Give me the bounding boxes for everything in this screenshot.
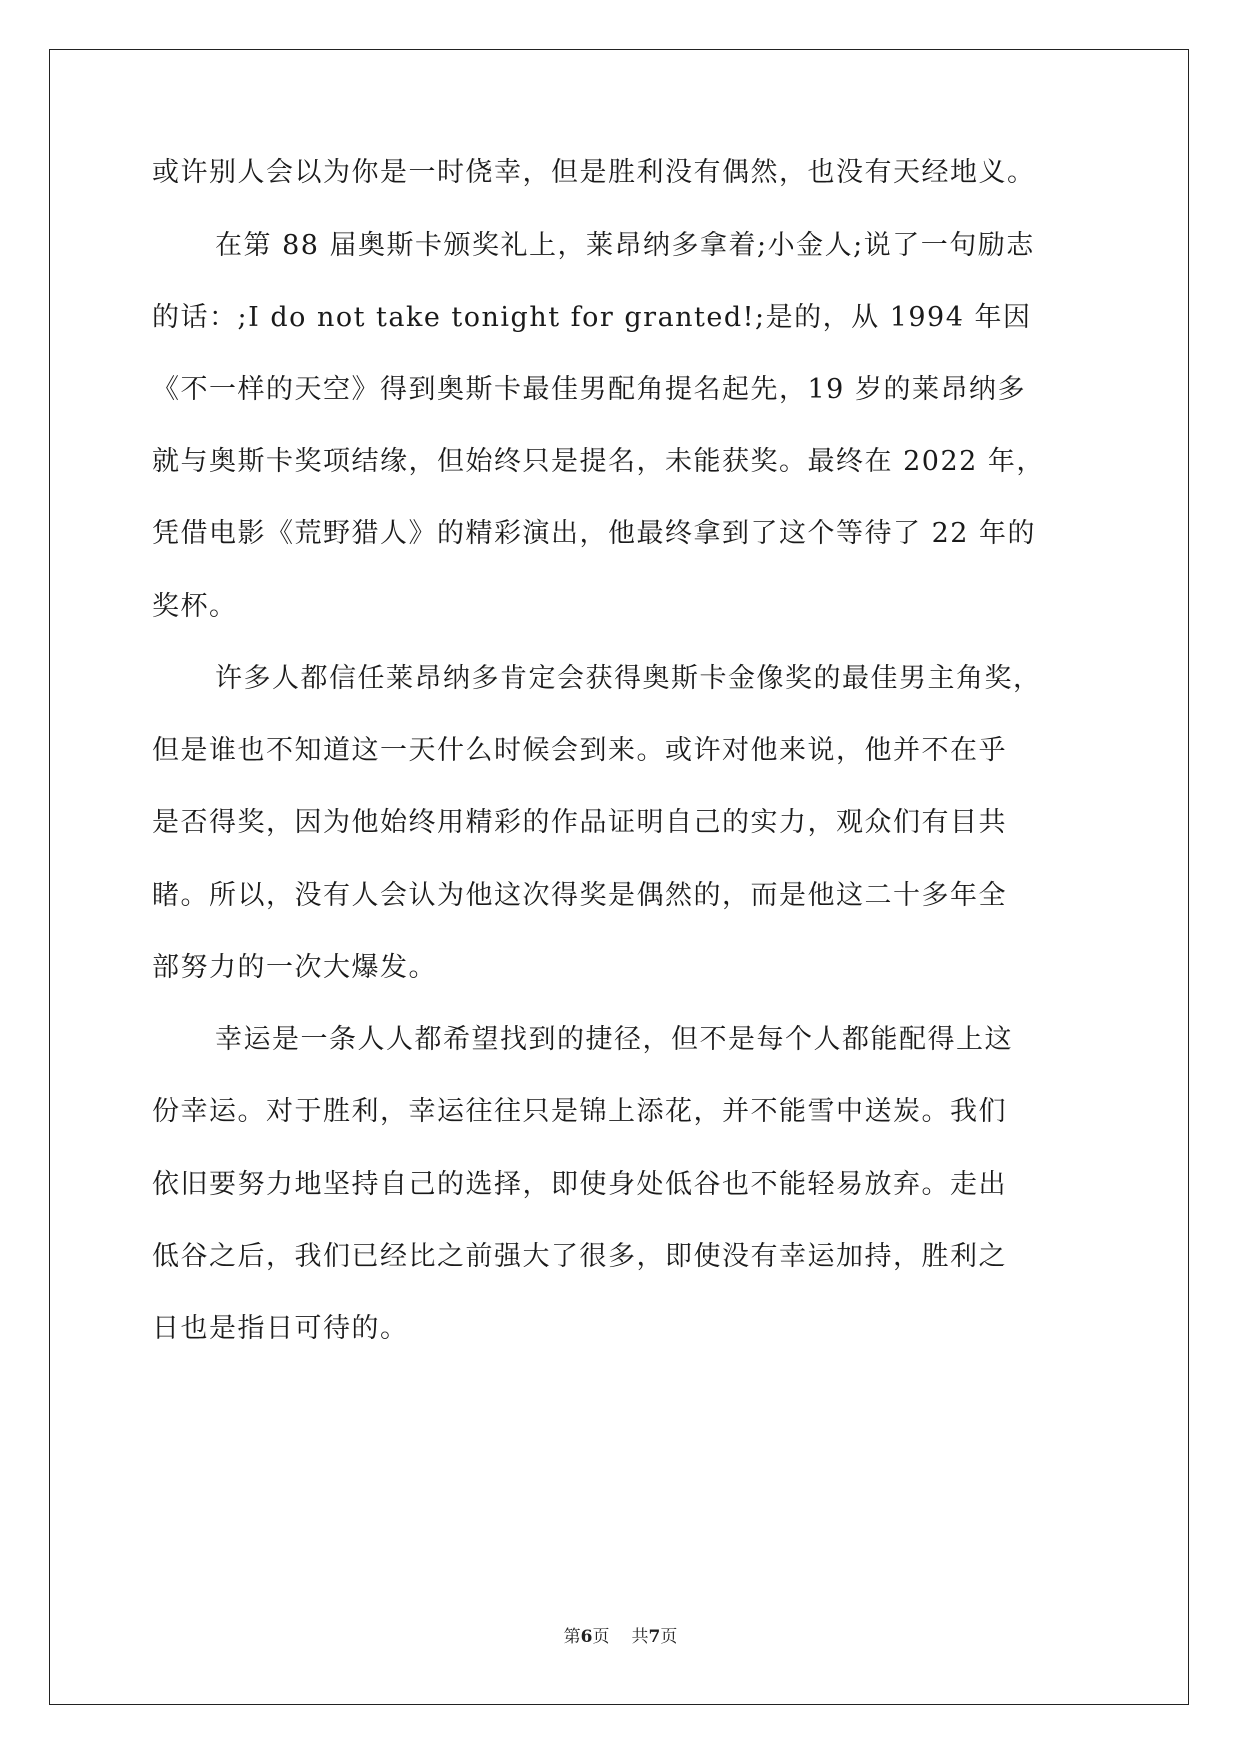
text-line: 凭借电影《荒野猎人》的精彩演出，他最终拿到了这个等待了 22 年的	[152, 518, 1037, 549]
text-line: 是否得奖，因为他始终用精彩的作品证明自己的实力，观众们有目共	[152, 807, 1007, 838]
page-suffix: 页	[592, 1627, 610, 1647]
page-prefix: 第	[563, 1627, 581, 1647]
paragraph-first-line: 许多人都信任莱昂纳多肯定会获得奥斯卡金像奖的最佳男主角奖，	[215, 663, 1042, 694]
paragraph-first-line: 在第 88 届奥斯卡颁奖礼上，莱昂纳多拿着;小金人;说了一句励志	[215, 230, 1035, 261]
page-number-total: 7	[648, 1627, 661, 1647]
text-line: 或许别人会以为你是一时侥幸，但是胜利没有偶然，也没有天经地义。	[152, 157, 1036, 188]
text-line: 依旧要努力地坚持自己的选择，即使身处低谷也不能轻易放弃。走出	[152, 1169, 1007, 1200]
text-line: 睹。所以，没有人会认为他这次得奖是偶然的，而是他这二十多年全	[152, 880, 1007, 911]
total-suffix: 页	[660, 1627, 678, 1647]
total-prefix: 共	[631, 1627, 649, 1647]
page-number-current: 6	[580, 1627, 593, 1647]
text-line: 低谷之后，我们已经比之前强大了很多，即使没有幸运加持，胜利之	[152, 1241, 1007, 1272]
text-line: 《不一样的天空》得到奥斯卡最佳男配角提名起先，19 岁的莱昂纳多	[152, 374, 1026, 405]
text-line: 份幸运。对于胜利，幸运往往只是锦上添花，并不能雪中送炭。我们	[152, 1096, 1007, 1127]
text-line: 奖杯。	[152, 591, 238, 622]
text-line: 的话：;I do not take tonight for granted!;是的，从 1994 年因	[152, 302, 1032, 333]
text-line: 部努力的一次大爆发。	[152, 952, 437, 983]
paragraph-first-line: 幸运是一条人人都希望找到的捷径，但不是每个人都能配得上这	[215, 1024, 1013, 1055]
text-line: 但是谁也不知道这一天什么时候会到来。或许对他来说，他并不在乎	[152, 735, 1007, 766]
text-line: 就与奥斯卡奖项结缘，但始终只是提名，未能获奖。最终在 2022 年，	[152, 446, 1045, 477]
text-line: 日也是指日可待的。	[152, 1313, 409, 1344]
page-footer	[0, 1625, 1241, 1649]
